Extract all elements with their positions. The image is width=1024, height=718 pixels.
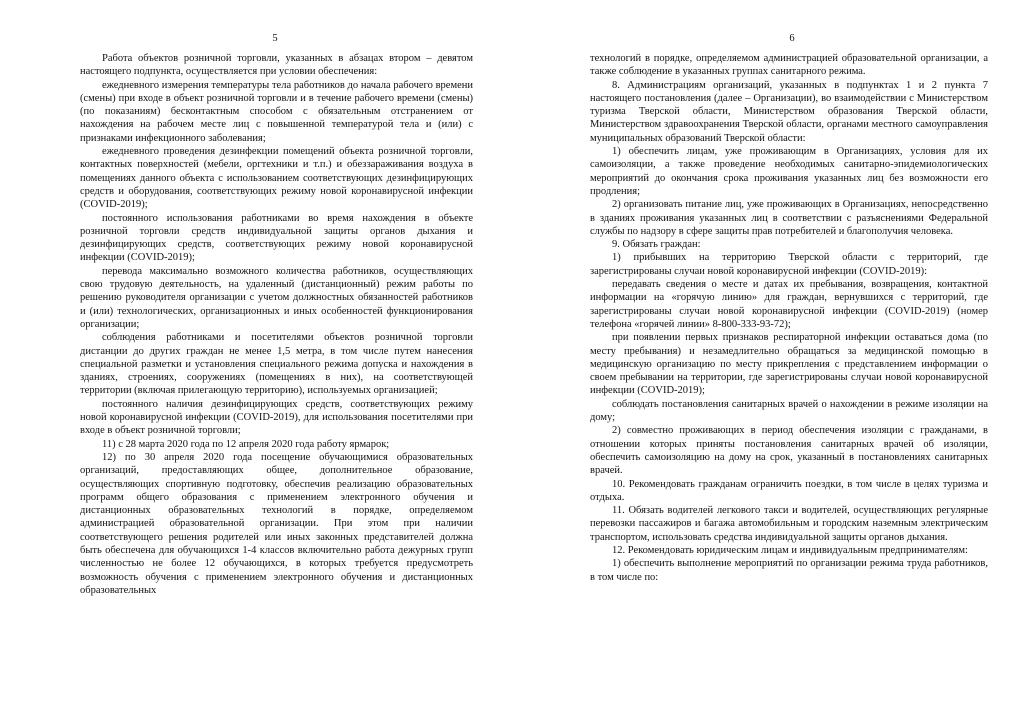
paragraph: 10. Рекомендовать гражданам ограничить поездки, в том числе в целях туризма и отдыха.	[590, 478, 988, 503]
paragraph: Работа объектов розничной торговли, указанных в абзацах втором – девятом настоящего подпункта, осуществляется при условии обеспечения:	[80, 53, 473, 78]
paragraph: технологий в порядке, определяемом администрацией образовательной организации, а также соблюдение в указанных группах санитарного режима.	[590, 53, 988, 78]
paragraph: 11. Обязать водителей легкового такси и водителей, осуществляющих регулярные перевозки пассажиров и багажа автомобильным и городским наземным электрическим транспортом, использовать средства индивидуальной защиты органов дыхания.	[590, 505, 988, 543]
paragraph: 12. Рекомендовать юридическим лицам и индивидуальным предпринимателям:	[612, 544, 968, 556]
page-right	[512, 0, 1024, 718]
paragraph: 12) по 30 апреля 2020 года посещение обучающимися образовательных организаций, предоставляющих общее, дополнительное образование, осуществляющих спортивную подготовку, обеспечив реализацию образовательных программ общего образования с применением электронного обучения и дистанционных образовательных технологий в порядке, определяемом администрацией образовательной организации. При этом при наличии соответствующего решения родителей или иных законных представителей должна быть обеспечена для обучающихся 1-4 классов включительно работа дежурных групп численностью не более 12 обучающихся, в которых требуется предусмотреть возможность обучения с применением электронного обучения и дистанционных образовательных	[80, 451, 473, 596]
paragraph: ежедневного проведения дезинфекции помещений объекта розничной торговли, контактных поверхностей (мебели, оргтехники и т.п.) и обеззараживания воздуха в помещениях данного объекта с использованием соответствующих дезинфицирующих средств и оборудования, соответствующих режиму новой коронавирусной инфекции (COVID-2019);	[80, 146, 473, 211]
page-body	[590, 52, 988, 584]
paragraph: постоянного наличия дезинфицирующих средств, соответствующих режиму новой коронавирусной инфекции (COVID-2019), для использования посетителями при входе в объект розничной торговли;	[80, 398, 473, 437]
paragraph: 1) прибывших на территорию Тверской области с территорий, где зарегистрированы случаи новой коронавирусной инфекции (COVID-2019):	[590, 252, 988, 277]
paragraph: 9. Обязать граждан:	[612, 239, 701, 251]
page-number: 6	[789, 33, 795, 44]
paragraph: ежедневного измерения температуры тела работников до начала рабочего времени (смены) при входе в объект розничной торговли и в течение рабочего времени (смены) (по показаниям) бесконтактным способом с обязательным отстранением от нахождения на рабочем месте лиц с повышенной температурой тела и (или) с признаками инфекционного заболевания;	[80, 79, 473, 144]
page-body	[80, 52, 473, 597]
paragraph: 1) обеспечить лицам, уже проживающим в Организациях, условия для их самоизоляции, а также проведение необходимых санитарно-эпидемиологических мероприятий до окончания срока проживания указанных лиц без возможности его продления;	[590, 146, 988, 197]
page-number: 5	[272, 33, 278, 44]
paragraph: при появлении первых признаков респираторной инфекции оставаться дома (по месту пребывания) и незамедлительно обращаться за медицинской помощью в медицинскую организацию по месту прикрепления с представлением информации о своем пребывании на территории, где зарегистрированы случаи новой коронавирусной инфекции (COVID-2019);	[590, 332, 988, 397]
paragraph: 1) обеспечить выполнение мероприятий по организации режима труда работников, в том числе по:	[590, 558, 988, 583]
paragraph: 2) совместно проживающих в период обеспечения изоляции с гражданами, в отношении которых приняты постановления санитарных врачей об изоляции, обеспечить самоизоляцию на дому на срок, указанный в постановлениях санитарных врачей.	[590, 425, 988, 477]
paragraph: соблюдать постановления санитарных врачей о нахождении в режиме изоляции на дому;	[590, 398, 988, 424]
paragraph: перевода максимально возможного количества работников, осуществляющих свою трудовую деятельность, на удаленный (дистанционный) режим работы по решению руководителя организации с учетом должностных обязанностей работников и (или) технологических, организационных и иных особенностей функционирования организации;	[80, 265, 473, 330]
paragraph: 11) с 28 марта 2020 года по 12 апреля 2020 года работу ярмарок;	[102, 438, 390, 450]
paragraph: постоянного использования работниками во время нахождения в объекте розничной торговли средств индивидуальной защиты органов дыхания и дезинфицирующих средств, соответствующих режиму новой коронавирусной инфекции (COVID-2019);	[80, 212, 473, 264]
paragraph: 8. Администрациям организаций, указанных в подпунктах 1 и 2 пункта 7 настоящего постановления (далее – Организации), во взаимодействии с Министерством туризма Тверской области, Министерством образования Тверской области, Министерством здравоохранения Тверской области, органами местного самоуправления муниципальных образований Тверской области:	[590, 79, 988, 144]
paragraph: 2) организовать питание лиц, уже проживающих в Организациях, непосредственно в зданиях проживания указанных лиц в соответствии с разъяснениями Федеральной службы по надзору в сфере защиты прав потребителей и благополучия человека.	[590, 199, 988, 237]
paragraph: соблюдения работниками и посетителями объектов розничной торговли дистанции до других граждан не менее 1,5 метра, в том числе путем нанесения специальной разметки и установления специального режима допуска и нахождения в зданиях, строениях, сооружениях (помещениях в них), на соответствующей территории (включая прилегающую территорию), используемых организацией;	[80, 332, 473, 397]
paragraph: передавать сведения о месте и датах их пребывания, возвращения, контактной информации на «горячую линию» для граждан, вернувшихся с территорий, где зарегистрированы случаи новой коронавирусной инфекции (COVID-2019) (номер телефона «горячей линии» 8-800-333-93-72);	[590, 279, 988, 330]
